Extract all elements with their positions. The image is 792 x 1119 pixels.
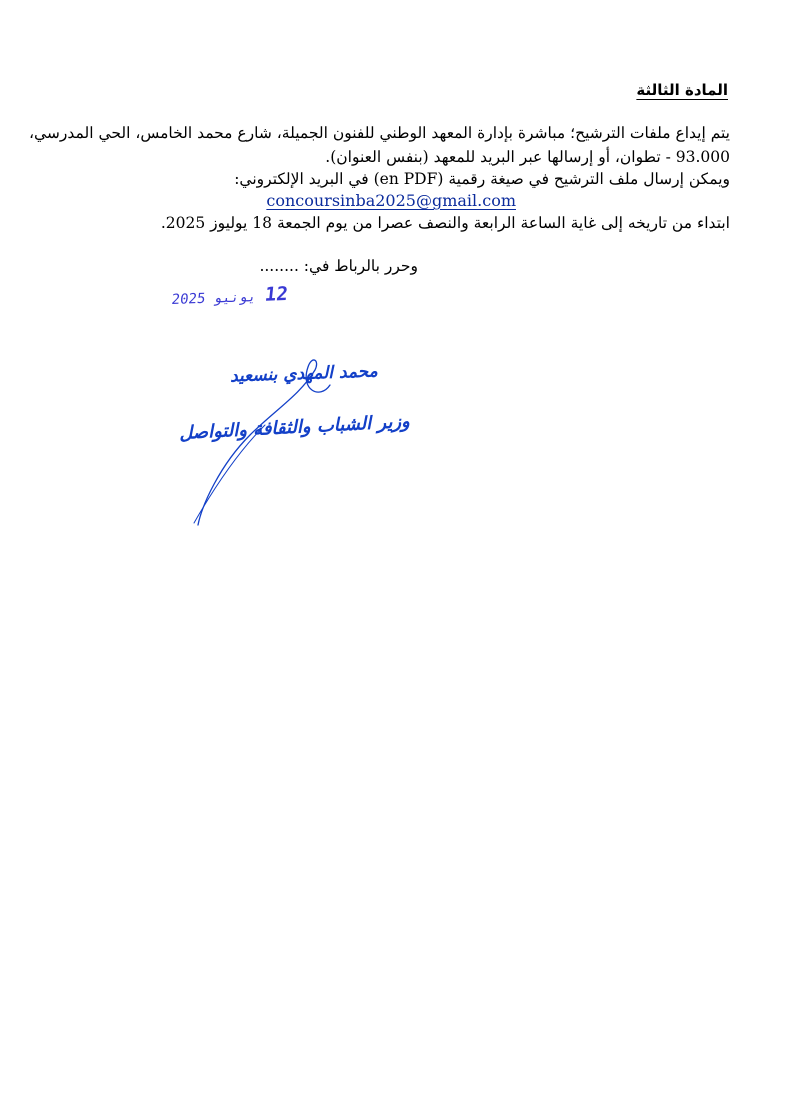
body-line-2: 93.000 - تطوان، أو إرسالها عبر البريد للمعهد (بنفس العنوان).: [325, 148, 730, 166]
date-stamp: [171, 283, 289, 309]
signatory-title: وزير الشباب والثقافة والتواصل: [178, 410, 411, 445]
stamp-month: يونيو: [213, 289, 258, 307]
body-line-3: ويمكن إرسال ملف الترشيح في صيغة رقمية (en PDF) في البريد الإلكتروني:: [234, 170, 730, 188]
signature-block: [180, 345, 430, 535]
signatory-name: محمد المهدي بنسعيد: [229, 361, 379, 387]
stamp-day: 12: [263, 282, 290, 306]
place-line: وحرر بالرباط في: ........: [259, 257, 418, 275]
body-line-4: ابتداء من تاريخه إلى غاية الساعة الرابعة والنصف عصرا من يوم الجمعة 18 يوليوز 2025.: [160, 214, 730, 232]
article-heading: المادة الثالثة: [636, 81, 728, 99]
body-line-1: يتم إيداع ملفات الترشيح؛ مباشرة بإدارة المعهد الوطني للفنون الجميلة، شارع محمد الخامس، الحي المدرسي،: [29, 124, 730, 142]
stamp-year: 2025: [170, 290, 207, 309]
email-link[interactable]: concoursinba2025@gmail.com: [266, 191, 516, 210]
